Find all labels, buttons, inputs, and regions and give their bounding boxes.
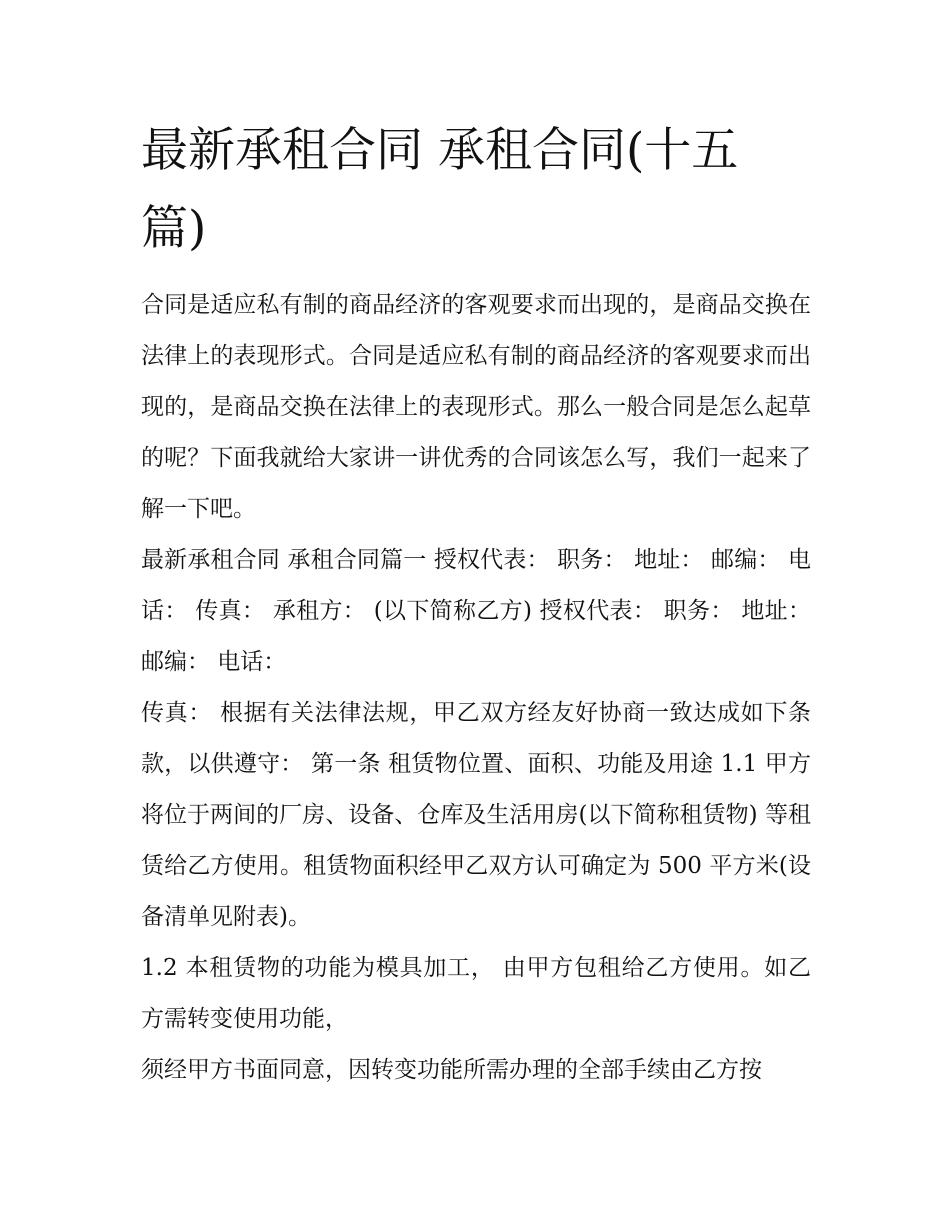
document-body [141,112,811,1096]
paragraph-article-1: 传真： 根据有关法律法规，甲乙双方经友好协商一致达成如下条款，以供遵守： 第一条 租赁物位置、面积、功能及用途 1.1 甲方将位于两间的厂房、设备、仓库及生活用房(以下简称租赁物) 等租赁给乙方使用。租赁物面积经甲乙双方认可确定为 500 平方米(设备清单见附表)。 [141,700,811,930]
paragraph-clause-continued: 须经甲方书面同意，因转变功能所需办理的全部手续由乙方按 [141,1057,762,1083]
paragraph-parties: 最新承租合同 承租合同篇一 授权代表： 职务： 地址： 邮编： 电话： 传真： 承租方： (以下简称乙方) 授权代表： 职务： 地址： 邮编： 电话： [141,547,811,675]
paragraph-clause-1-2: 1.2 本租赁物的功能为模具加工， 由甲方包租给乙方使用。如乙方需转变使用功能， [141,955,811,1032]
document-title: 最新承租合同 承租合同(十五篇) [141,123,739,256]
paragraph-intro: 合同是适应私有制的商品经济的客观要求而出现的，是商品交换在法律上的表现形式。合同是适应私有制的商品经济的客观要求而出现的，是商品交换在法律上的表现形式。那么一般合同是怎么起草的呢？下面我就给大家讲一讲优秀的合同该怎么写，我们一起来了解一下吧。 [141,292,811,522]
